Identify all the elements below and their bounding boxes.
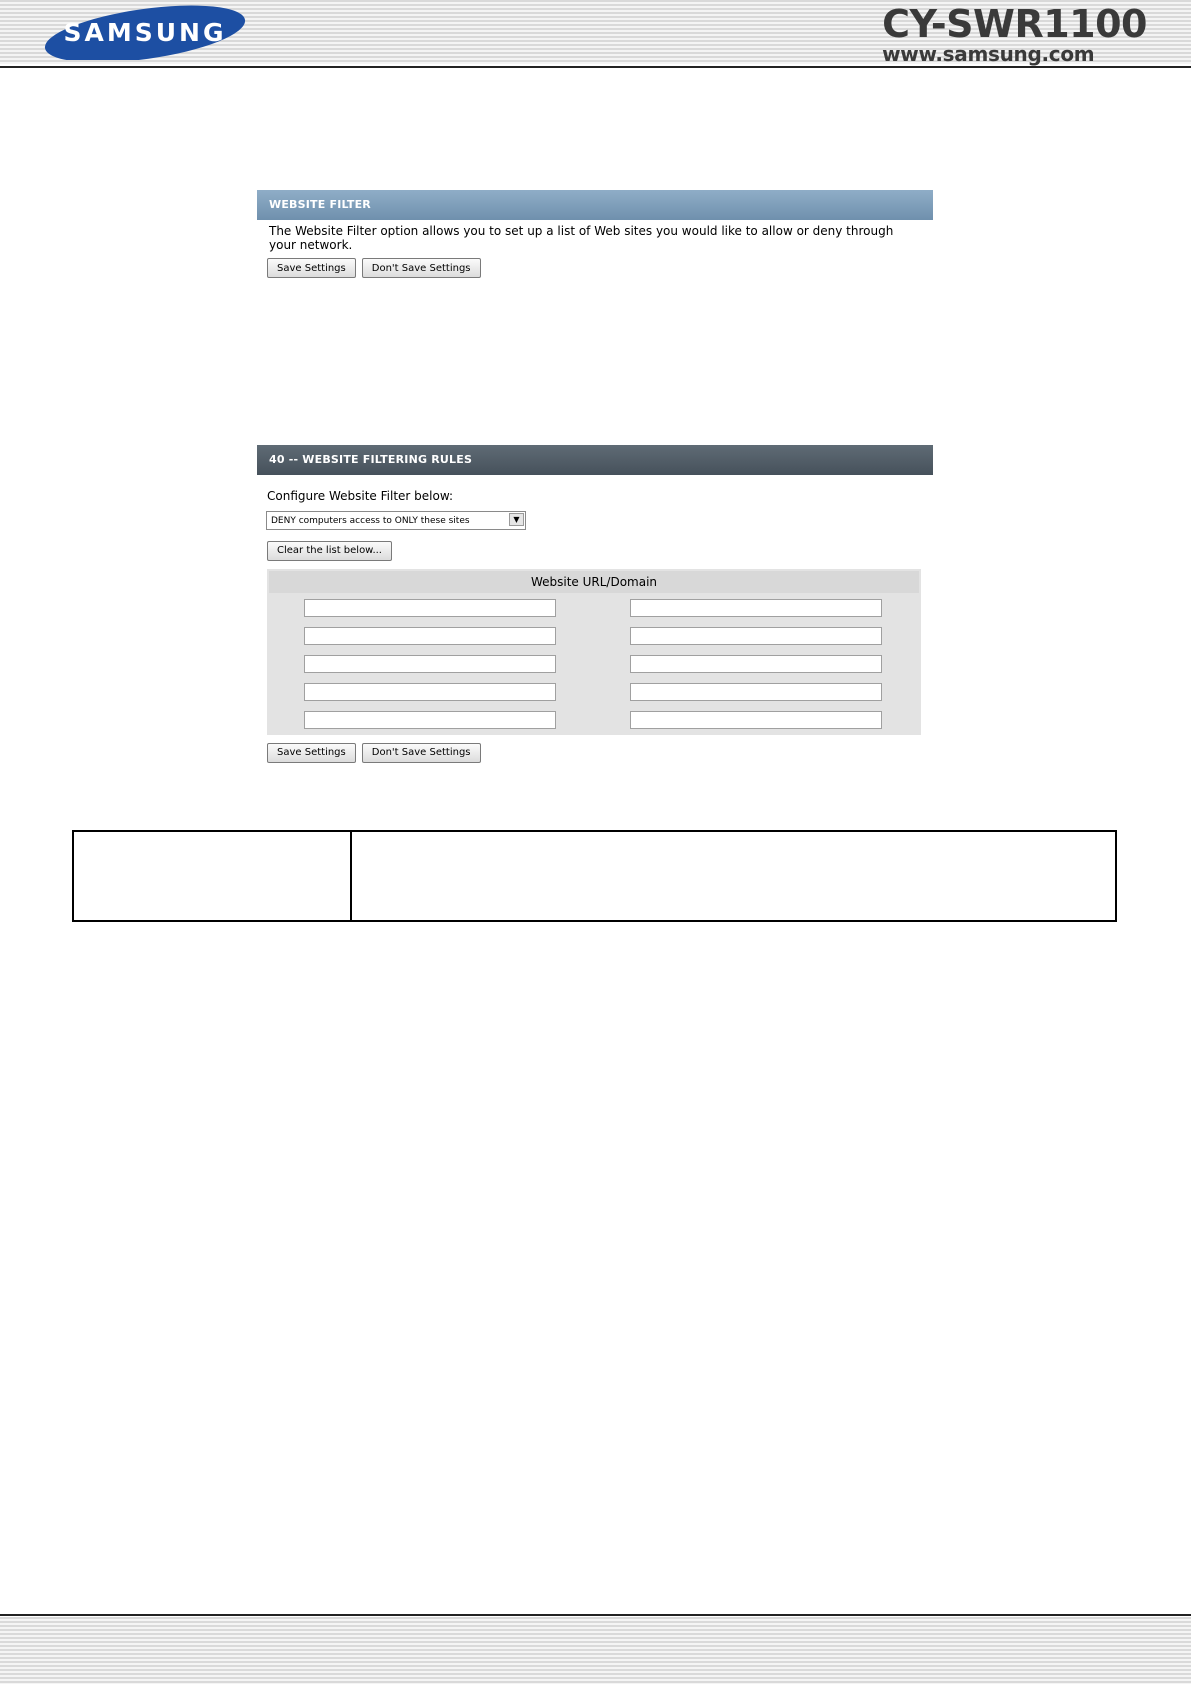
url-input[interactable] xyxy=(630,599,882,617)
footer-divider xyxy=(0,1614,1191,1616)
url-input[interactable] xyxy=(304,655,556,673)
table-row xyxy=(269,623,919,649)
description-table-label-cell xyxy=(74,832,352,920)
url-input[interactable] xyxy=(304,627,556,645)
filter-mode-value: DENY computers access to ONLY these sites xyxy=(271,515,470,526)
dont-save-settings-button[interactable]: Don't Save Settings xyxy=(362,743,481,763)
save-settings-button[interactable]: Save Settings xyxy=(267,743,356,763)
rules-buttons xyxy=(257,735,933,763)
url-table-header: Website URL/Domain xyxy=(269,571,919,593)
description-table-text-cell xyxy=(352,832,1115,920)
url-input[interactable] xyxy=(630,683,882,701)
url-input[interactable] xyxy=(304,711,556,729)
website-url: www.samsung.com xyxy=(882,42,1095,66)
url-input[interactable] xyxy=(630,711,882,729)
filter-mode-select[interactable] xyxy=(266,511,526,530)
header-divider xyxy=(0,66,1191,68)
website-filter-buttons xyxy=(257,252,933,278)
table-row xyxy=(269,679,919,705)
table-row xyxy=(269,707,919,733)
rules-title: 40 -- WEBSITE FILTERING RULES xyxy=(257,445,933,475)
dont-save-settings-button[interactable]: Don't Save Settings xyxy=(362,258,481,278)
model-block xyxy=(882,4,1147,64)
configure-filter-label: Configure Website Filter below: xyxy=(267,489,454,503)
url-input[interactable] xyxy=(304,683,556,701)
brand-name: SAMSUNG xyxy=(63,17,227,47)
url-input[interactable] xyxy=(630,655,882,673)
url-domain-table xyxy=(267,569,921,735)
website-filter-title: WEBSITE FILTER xyxy=(257,190,933,220)
website-filter-description: The Website Filter option allows you to set up a list of Web sites you would like to allow or deny through your network. xyxy=(269,224,894,252)
page-footer xyxy=(0,1617,1191,1684)
url-input[interactable] xyxy=(630,627,882,645)
description-table xyxy=(72,830,1117,922)
website-filter-panel xyxy=(257,190,933,278)
table-row xyxy=(269,651,919,677)
chevron-down-icon[interactable]: ▼ xyxy=(509,513,524,526)
samsung-logo xyxy=(42,4,248,60)
url-input[interactable] xyxy=(304,599,556,617)
clear-list-button[interactable]: Clear the list below... xyxy=(267,541,392,561)
website-filtering-rules-panel xyxy=(257,445,933,763)
model-name: CY-SWR1100 xyxy=(882,2,1147,46)
table-row xyxy=(269,595,919,621)
save-settings-button[interactable]: Save Settings xyxy=(267,258,356,278)
